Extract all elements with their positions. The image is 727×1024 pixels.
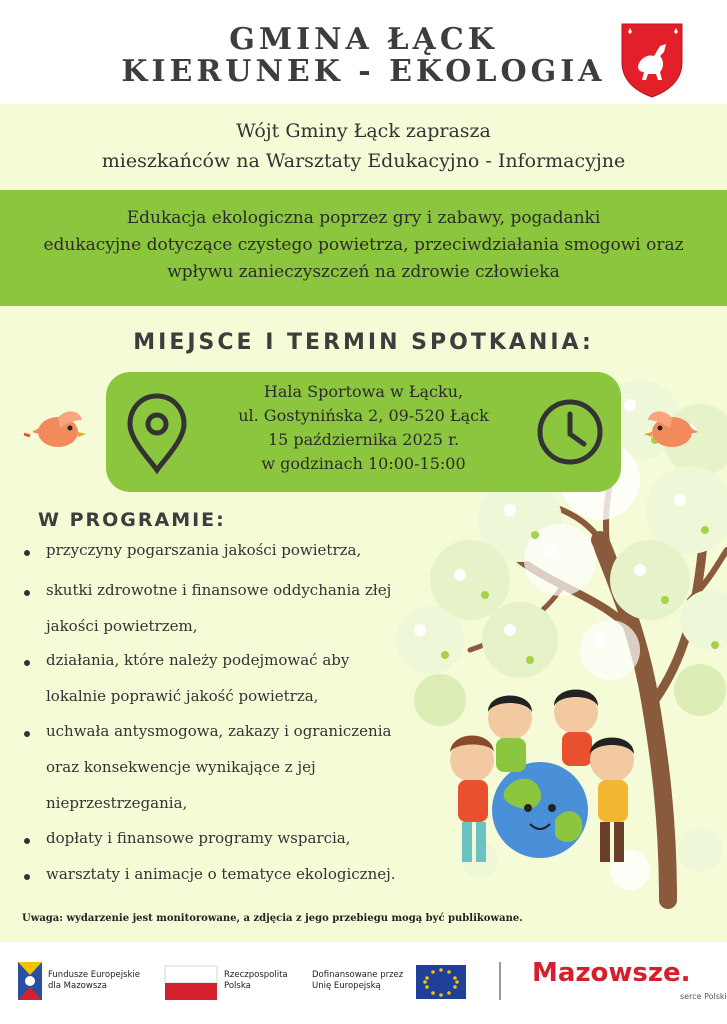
title-line-1: GMINA ŁĄCK (229, 22, 498, 57)
event-date: 15 października 2025 r. (267, 430, 460, 449)
program-item-3-line-1: działania, które należy podejmować aby (46, 651, 350, 669)
funds-logo-icon (18, 962, 42, 1000)
program-item-2-line-2: jakości powietrzem, (46, 617, 198, 635)
description-line-1: Edukacja ekologiczna poprzez gry i zabawy, pogadanki (126, 208, 601, 228)
title-line-2: KIERUNEK - EKOLOGIA (121, 54, 606, 89)
mazowsze-logo: Mazowsze. (532, 958, 691, 988)
invite-line-2: mieszkańców na Warsztaty Edukacyjno - Informacyjne (101, 150, 626, 172)
program-item-6: warsztaty i animacje o tematyce ekologicznej. (46, 865, 396, 883)
program-item-4-line-1: uchwała antysmogowa, zakazy i ograniczenia (46, 722, 392, 740)
rp-line-2: Polska (224, 981, 251, 991)
program-title: W PROGRAMIE: (38, 509, 226, 531)
monitoring-note: Uwaga: wydarzenie jest monitorowane, a zdjęcia z jego przebiegu mogą być publikowane. (22, 913, 523, 924)
rp-line-1: Rzeczpospolita (224, 970, 288, 980)
program-item-4-line-3: nieprzestrzegania, (46, 794, 188, 812)
funds-line-2: dla Mazowsza (48, 981, 107, 991)
eu-flag-icon (416, 965, 466, 999)
description-line-2: edukacyjne dotyczące czystego powietrza, przeciwdziałania smogowi oraz (43, 235, 684, 255)
venue-name: Hala Sportowa w Łącku, (263, 382, 464, 401)
program-item-1: przyczyny pogarszania jakości powietrza, (46, 541, 362, 559)
program-item-5: dopłaty i finansowe programy wsparcia, (46, 829, 351, 847)
funds-logo-text (48, 970, 140, 992)
meeting-title: MIEJSCE I TERMIN SPOTKANIA: (133, 330, 594, 355)
description-line-3: wpływu zanieczyszczeń na zdrowie człowieka (167, 262, 560, 282)
invite-line-1: Wójt Gminy Łąck zaprasza (236, 120, 491, 142)
eu-line-1: Dofinansowane przez (312, 970, 404, 980)
polish-flag-icon (165, 966, 217, 1000)
eu-line-2: Unię Europejską (312, 981, 381, 991)
eu-logo-text (312, 970, 403, 992)
venue-address: ul. Gostynińska 2, 09-520 Łąck (238, 406, 489, 425)
funds-line-1: Fundusze Europejskie (48, 970, 140, 980)
program-item-2-line-1: skutki zdrowotne i finansowe oddychania złej (46, 581, 392, 599)
mazowsze-tagline: serce Polski (680, 992, 727, 1001)
program-item-4-line-2: oraz konsekwencje wynikające z jej (46, 758, 316, 776)
program-item-3-line-2: lokalnie poprawić jakość powietrza, (46, 687, 319, 705)
event-hours: w godzinach 10:00-15:00 (261, 454, 466, 473)
rp-logo-text (224, 970, 288, 992)
